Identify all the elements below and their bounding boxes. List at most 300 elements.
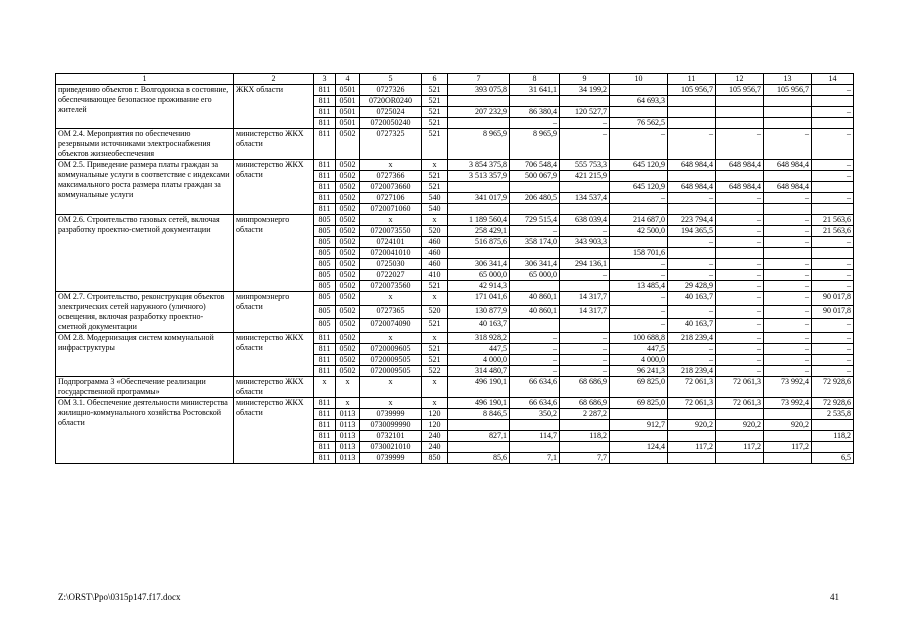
table-cell: – <box>764 333 812 344</box>
table-cell <box>812 420 854 431</box>
table-cell <box>716 171 764 182</box>
table-cell: 1 189 560,4 <box>448 215 510 226</box>
table-cell: – <box>812 319 854 333</box>
table-cell: – <box>812 281 854 292</box>
table-cell: 0501 <box>336 85 360 96</box>
table-cell: – <box>716 237 764 248</box>
table-cell: 343 903,3 <box>560 237 610 248</box>
table-cell <box>716 107 764 118</box>
table-cell: х <box>422 292 448 306</box>
table-cell: 72 061,3 <box>716 398 764 409</box>
executor-cell: министерство ЖКХ области <box>234 398 314 464</box>
table-cell: 805 <box>314 319 336 333</box>
table-cell: 218 239,4 <box>668 366 716 377</box>
table-cell <box>560 182 610 193</box>
table-cell: 40 860,1 <box>510 305 560 319</box>
table-cell: 805 <box>314 292 336 306</box>
table-cell: 0502 <box>336 281 360 292</box>
table-cell: – <box>812 129 854 160</box>
table-cell: – <box>812 333 854 344</box>
table-cell: х <box>360 215 422 226</box>
table-cell <box>448 182 510 193</box>
table-cell: – <box>716 129 764 160</box>
table-cell: 521 <box>422 85 448 96</box>
table-cell <box>560 281 610 292</box>
table-cell: 0502 <box>336 226 360 237</box>
table-cell: – <box>764 344 812 355</box>
table-cell: 0720071060 <box>360 204 422 215</box>
table-cell: 114,7 <box>510 431 560 442</box>
table-cell: 294 136,1 <box>560 259 610 270</box>
table-cell: 68 686,9 <box>560 377 610 398</box>
table-cell <box>812 442 854 453</box>
table-cell: 0502 <box>336 292 360 306</box>
table-cell: 0502 <box>336 248 360 259</box>
table-cell <box>764 409 812 420</box>
table-cell: 358 174,0 <box>510 237 560 248</box>
table-cell: 0502 <box>336 344 360 355</box>
table-cell: 120 <box>422 409 448 420</box>
table-cell: 0502 <box>336 355 360 366</box>
activity-name-cell: ОМ 3.1. Обеспечение деятельности министерства жилищно-коммунального хозяйства Ростовской области <box>56 398 234 464</box>
table-cell: 521 <box>422 129 448 160</box>
table-cell <box>560 420 610 431</box>
column-number-header: 12 <box>716 74 764 85</box>
table-cell: х <box>336 398 360 409</box>
table-cell: 811 <box>314 442 336 453</box>
table-cell: – <box>610 292 668 306</box>
table-cell: 0113 <box>336 453 360 464</box>
table-row <box>56 377 854 398</box>
table-cell <box>448 204 510 215</box>
table-cell: 521 <box>422 355 448 366</box>
table-cell: 0727366 <box>360 171 422 182</box>
table-cell: 96 241,3 <box>610 366 668 377</box>
table-cell: 521 <box>422 171 448 182</box>
table-cell: 14 317,7 <box>560 305 610 319</box>
table-cell: 0502 <box>336 160 360 171</box>
table-cell: 0720073660 <box>360 182 422 193</box>
table-cell: 421 215,9 <box>560 171 610 182</box>
table-cell: 0113 <box>336 420 360 431</box>
table-cell: 811 <box>314 182 336 193</box>
table-cell: 21 563,6 <box>812 226 854 237</box>
table-cell: 8 846,5 <box>448 409 510 420</box>
table-cell: 555 753,3 <box>560 160 610 171</box>
executor-cell: минпромэнерго области <box>234 215 314 292</box>
table-cell: 811 <box>314 409 336 420</box>
table-cell <box>610 204 668 215</box>
table-cell: 850 <box>422 453 448 464</box>
table-cell: 40 860,1 <box>510 292 560 306</box>
column-number-header: 7 <box>448 74 510 85</box>
executor-cell: министерство ЖКХ области <box>234 377 314 398</box>
table-cell: 314 480,7 <box>448 366 510 377</box>
table-cell: – <box>716 226 764 237</box>
footer-file-path: Z:\ORST\Ppo\0315p147.f17.docx <box>58 592 181 602</box>
table-cell: 811 <box>314 118 336 129</box>
table-cell: 13 485,4 <box>610 281 668 292</box>
table-cell: 124,4 <box>610 442 668 453</box>
table-cell: – <box>716 292 764 306</box>
table-cell: 811 <box>314 129 336 160</box>
table-cell: 811 <box>314 333 336 344</box>
table-cell <box>668 409 716 420</box>
table-cell: 521 <box>422 344 448 355</box>
table-cell: 0725030 <box>360 259 422 270</box>
table-cell: 0502 <box>336 305 360 319</box>
table-cell: – <box>610 305 668 319</box>
table-row <box>56 129 854 160</box>
table-cell: 130 877,9 <box>448 305 510 319</box>
table-cell <box>812 204 854 215</box>
table-cell: 258 429,1 <box>448 226 510 237</box>
table-cell: 0730099990 <box>360 420 422 431</box>
table-cell: 0725024 <box>360 107 422 118</box>
table-cell: 73 992,4 <box>764 377 812 398</box>
table-cell <box>610 107 668 118</box>
table-cell <box>716 204 764 215</box>
table-cell: 118,2 <box>812 431 854 442</box>
table-cell: 72 928,6 <box>812 377 854 398</box>
table-cell: 410 <box>422 270 448 281</box>
table-cell: 521 <box>422 319 448 333</box>
table-cell: 7,7 <box>560 453 610 464</box>
table-cell: – <box>716 259 764 270</box>
table-cell: 0502 <box>336 319 360 333</box>
table-cell: 65 000,0 <box>448 270 510 281</box>
table-cell: 0502 <box>336 171 360 182</box>
table-cell <box>560 319 610 333</box>
table-cell: – <box>812 344 854 355</box>
table-cell: 21 563,6 <box>812 215 854 226</box>
table-cell: 0502 <box>336 215 360 226</box>
table-cell: – <box>716 193 764 204</box>
table-cell: 0720041010 <box>360 248 422 259</box>
table-cell: – <box>668 237 716 248</box>
executor-cell: министерство ЖКХ области <box>234 333 314 377</box>
table-row <box>56 85 854 96</box>
table-cell: 158 701,6 <box>610 248 668 259</box>
table-cell: 117,2 <box>764 442 812 453</box>
table-cell: 805 <box>314 259 336 270</box>
budget-table <box>55 73 853 464</box>
table-cell: – <box>812 193 854 204</box>
table-cell: 0720074090 <box>360 319 422 333</box>
table-cell: 0502 <box>336 204 360 215</box>
table-cell <box>510 204 560 215</box>
table-cell: – <box>812 85 854 96</box>
table-cell: 811 <box>314 398 336 409</box>
executor-cell: министерство ЖКХ области <box>234 129 314 160</box>
table-cell: – <box>668 193 716 204</box>
column-number-header: 10 <box>610 74 668 85</box>
table-cell: – <box>510 333 560 344</box>
table-cell: 207 232,9 <box>448 107 510 118</box>
column-number-header: 13 <box>764 74 812 85</box>
table-cell: – <box>764 259 812 270</box>
table-cell: 65 000,0 <box>510 270 560 281</box>
table-cell: 3 854 375,8 <box>448 160 510 171</box>
table-cell: 72 928,6 <box>812 398 854 409</box>
table-cell: – <box>560 226 610 237</box>
table-cell: – <box>510 355 560 366</box>
table-cell: 105 956,7 <box>668 85 716 96</box>
table-row <box>56 215 854 226</box>
table-cell: 7,1 <box>510 453 560 464</box>
table-cell: 540 <box>422 193 448 204</box>
table-cell: 811 <box>314 420 336 431</box>
table-cell: х <box>360 333 422 344</box>
table-cell: х <box>422 333 448 344</box>
table-cell: 706 548,4 <box>510 160 560 171</box>
table-cell: 460 <box>422 237 448 248</box>
table-cell: 500 067,9 <box>510 171 560 182</box>
table-cell: 14 317,7 <box>560 292 610 306</box>
table-cell: – <box>560 355 610 366</box>
table-cell: 341 017,9 <box>448 193 510 204</box>
table-cell <box>668 107 716 118</box>
column-number-header: 3 <box>314 74 336 85</box>
table-cell: – <box>610 129 668 160</box>
table-cell: 350,2 <box>510 409 560 420</box>
table-cell <box>668 96 716 107</box>
table-cell: 171 041,6 <box>448 292 510 306</box>
table-cell: 805 <box>314 215 336 226</box>
table-cell: 520 <box>422 226 448 237</box>
table-cell: 496 190,1 <box>448 377 510 398</box>
table-cell: – <box>716 270 764 281</box>
table-cell <box>448 118 510 129</box>
table-cell: – <box>812 259 854 270</box>
table-cell: 0501 <box>336 96 360 107</box>
table-cell: 40 163,7 <box>668 292 716 306</box>
table-cell: – <box>764 129 812 160</box>
table-cell <box>610 431 668 442</box>
table-cell: 42 500,0 <box>610 226 668 237</box>
table-cell: 805 <box>314 270 336 281</box>
table-cell <box>560 96 610 107</box>
table-cell <box>510 182 560 193</box>
table-cell <box>668 431 716 442</box>
table-cell <box>510 319 560 333</box>
table-cell: 0502 <box>336 182 360 193</box>
table-cell: 648 984,4 <box>716 160 764 171</box>
column-number-header: 8 <box>510 74 560 85</box>
table-cell: 31 641,1 <box>510 85 560 96</box>
table-cell: – <box>716 305 764 319</box>
table-cell: 86 380,4 <box>510 107 560 118</box>
table-cell: – <box>560 344 610 355</box>
table-cell: 73 992,4 <box>764 398 812 409</box>
table-cell: 72 061,3 <box>668 377 716 398</box>
table-cell <box>716 409 764 420</box>
table-cell: – <box>764 193 812 204</box>
table-cell: 117,2 <box>668 442 716 453</box>
table-cell: 638 039,4 <box>560 215 610 226</box>
table-cell: 8 965,9 <box>448 129 510 160</box>
table-cell: 0720ОR0240 <box>360 96 422 107</box>
table-cell: 29 428,9 <box>668 281 716 292</box>
column-number-header: 9 <box>560 74 610 85</box>
table-cell: х <box>314 377 336 398</box>
table-cell: 0720009505 <box>360 366 422 377</box>
table-row <box>56 398 854 409</box>
table-cell: 0502 <box>336 270 360 281</box>
table-cell: – <box>560 366 610 377</box>
table-cell: 811 <box>314 366 336 377</box>
column-number-header: 11 <box>668 74 716 85</box>
table-cell: – <box>812 160 854 171</box>
table-cell: – <box>716 355 764 366</box>
table-cell: 0724101 <box>360 237 422 248</box>
activity-name-cell: ОМ 2.4. Мероприятия по обеспечению резервными источниками электроснабжения объектов жизнеобеспечения <box>56 129 234 160</box>
table-cell: – <box>812 366 854 377</box>
column-number-header: 14 <box>812 74 854 85</box>
table-cell: 0720073560 <box>360 281 422 292</box>
table-cell <box>716 96 764 107</box>
table-cell: – <box>764 226 812 237</box>
table-cell: 522 <box>422 366 448 377</box>
table-cell: 72 061,3 <box>668 398 716 409</box>
table-cell <box>610 409 668 420</box>
table-cell: х <box>422 215 448 226</box>
table-cell: 134 537,4 <box>560 193 610 204</box>
table-cell: 460 <box>422 248 448 259</box>
table-cell: – <box>668 129 716 160</box>
table-cell <box>716 248 764 259</box>
table-cell: – <box>560 129 610 160</box>
table-cell: 648 984,4 <box>668 182 716 193</box>
table-cell: 0502 <box>336 193 360 204</box>
table-cell: 827,1 <box>448 431 510 442</box>
table-cell: 447,5 <box>448 344 510 355</box>
table-cell: 194 365,5 <box>668 226 716 237</box>
table-cell <box>764 118 812 129</box>
table-cell: 516 875,6 <box>448 237 510 248</box>
table-cell: – <box>510 344 560 355</box>
activity-name-cell: ОМ 2.7. Строительство, реконструкция объектов электрических сетей наружного (уличного) освещения, включая разработку проектно-сметной документации <box>56 292 234 333</box>
table-cell: – <box>716 333 764 344</box>
table-cell: 0722027 <box>360 270 422 281</box>
table-cell <box>812 96 854 107</box>
table-cell <box>668 204 716 215</box>
page-number: 41 <box>830 592 839 602</box>
table-cell: 648 984,4 <box>764 182 812 193</box>
table-cell: 0720009505 <box>360 355 422 366</box>
table-cell: 206 480,5 <box>510 193 560 204</box>
table-cell: 0720073550 <box>360 226 422 237</box>
table-cell: 2 535,8 <box>812 409 854 420</box>
table-cell: 66 634,6 <box>510 398 560 409</box>
table-cell: – <box>510 366 560 377</box>
column-number-header: 1 <box>56 74 234 85</box>
table-cell: 920,2 <box>668 420 716 431</box>
table-cell <box>764 171 812 182</box>
table-cell: 393 075,8 <box>448 85 510 96</box>
table-cell <box>764 96 812 107</box>
table-cell: 811 <box>314 204 336 215</box>
table-row <box>56 292 854 306</box>
table-cell <box>764 248 812 259</box>
table-cell: 0720050240 <box>360 118 422 129</box>
table-cell: – <box>764 270 812 281</box>
table-cell: – <box>764 305 812 319</box>
table-cell: – <box>764 292 812 306</box>
table-cell <box>610 237 668 248</box>
table-cell: 521 <box>422 281 448 292</box>
table-cell <box>668 453 716 464</box>
table-cell <box>764 431 812 442</box>
table-cell: 496 190,1 <box>448 398 510 409</box>
table-cell: х <box>336 377 360 398</box>
header-row <box>56 74 854 85</box>
table-cell: – <box>668 355 716 366</box>
table-cell <box>610 453 668 464</box>
table-cell: 729 515,4 <box>510 215 560 226</box>
table-cell: – <box>716 366 764 377</box>
table-cell: – <box>716 281 764 292</box>
activity-name-cell: ОМ 2.6. Строительство газовых сетей, включая разработку проектно-сметной документации <box>56 215 234 292</box>
table-cell: 811 <box>314 171 336 182</box>
table-cell: 0727365 <box>360 305 422 319</box>
table-cell: 0727325 <box>360 129 422 160</box>
table-cell: 72 061,3 <box>716 377 764 398</box>
table-cell <box>560 442 610 453</box>
table-cell <box>448 248 510 259</box>
table-cell: 105 956,7 <box>716 85 764 96</box>
table-cell: 805 <box>314 281 336 292</box>
table-cell: – <box>560 118 610 129</box>
table-cell: – <box>510 226 560 237</box>
table-cell <box>668 248 716 259</box>
column-number-header: 6 <box>422 74 448 85</box>
table-cell: 645 120,9 <box>610 182 668 193</box>
table-cell: 6,5 <box>812 453 854 464</box>
table-cell <box>510 248 560 259</box>
table-cell: 521 <box>422 118 448 129</box>
table-cell: х <box>360 160 422 171</box>
table-cell: 521 <box>422 96 448 107</box>
table-cell: – <box>812 171 854 182</box>
table-cell: 240 <box>422 442 448 453</box>
table-cell: 3 513 357,9 <box>448 171 510 182</box>
table-cell: 2 287,2 <box>560 409 610 420</box>
table-cell: – <box>668 305 716 319</box>
table-cell: 40 163,7 <box>448 319 510 333</box>
table-cell <box>510 96 560 107</box>
table-cell: 218 239,4 <box>668 333 716 344</box>
table-cell: 76 562,5 <box>610 118 668 129</box>
table-cell: 240 <box>422 431 448 442</box>
table-cell <box>812 248 854 259</box>
table-cell: 460 <box>422 259 448 270</box>
table-cell: 214 687,0 <box>610 215 668 226</box>
table-cell <box>668 118 716 129</box>
table-cell: – <box>764 366 812 377</box>
column-number-header: 2 <box>234 74 314 85</box>
table-cell <box>716 453 764 464</box>
table-cell: 40 163,7 <box>668 319 716 333</box>
table-cell <box>610 85 668 96</box>
table-cell: – <box>764 319 812 333</box>
table-cell <box>448 442 510 453</box>
table-cell: 34 199,2 <box>560 85 610 96</box>
table-cell: 42 914,3 <box>448 281 510 292</box>
table-cell: 447,5 <box>610 344 668 355</box>
table-cell: 0727326 <box>360 85 422 96</box>
table-cell: 90 017,8 <box>812 305 854 319</box>
